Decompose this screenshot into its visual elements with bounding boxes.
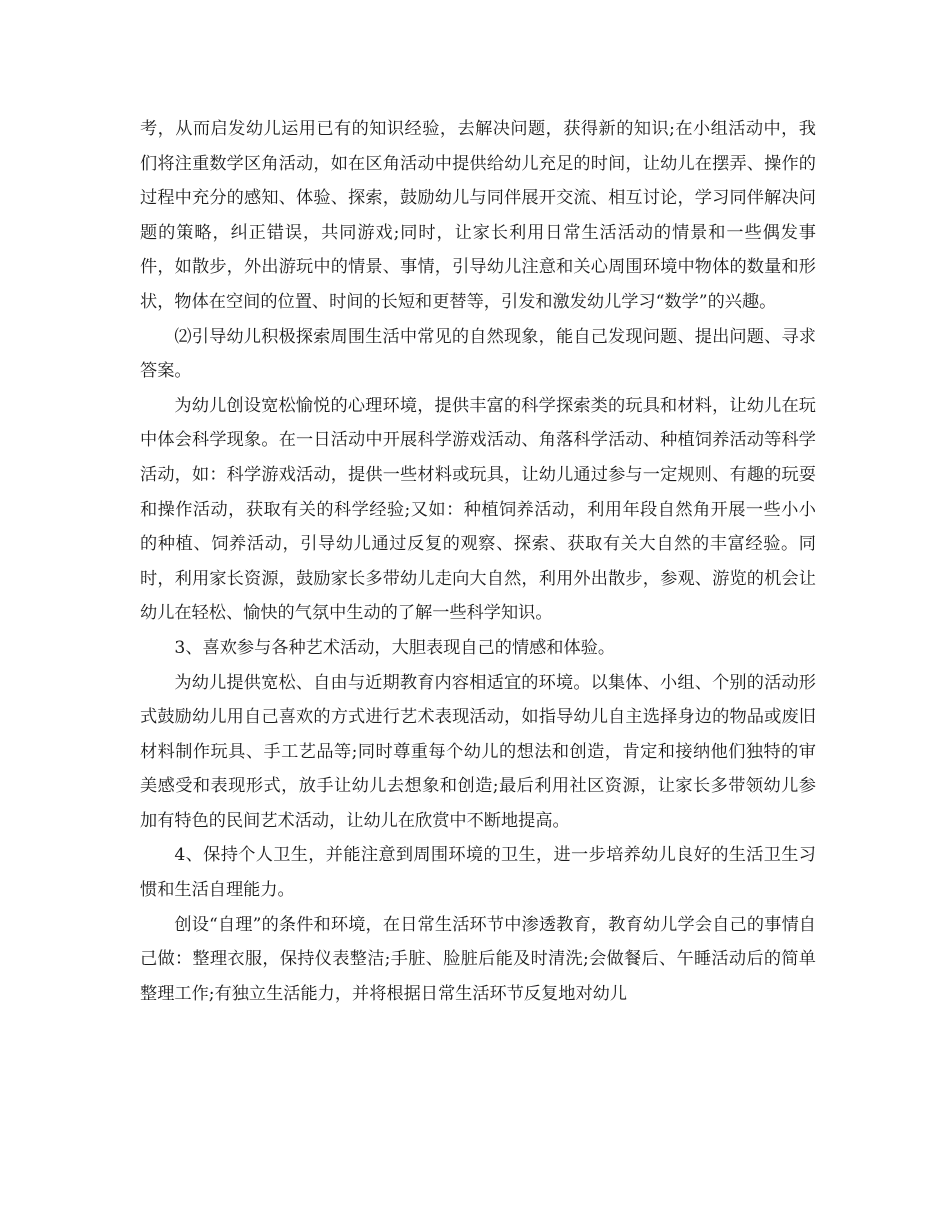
paragraph-math-activities: 考，从而启发幼儿运用已有的知识经验，去解决问题，获得新的知识;在小组活动中，我们将注重数学区角活动，如在区角活动中提供给幼儿充足的时间，让幼儿在摆弄、操作的过程中充分的感知、体验、探索，鼓励幼儿与同伴展开交流、相互讨论，学习同伴解决问题的策略，纠正错误，共同游戏;同时，让家长利用日常生活活动的情景和一些偶发事件，如散步，外出游玩中的情景、事情，引导幼儿注意和关心周围环境中物体的数量和形状，物体在空间的位置、时间的长短和更替等，引发和激发幼儿学习“数学”的兴趣。 xyxy=(140,119,816,312)
paragraph-self-care: 创设“自理”的条件和环境，在日常生活环节中渗透教育，教育幼儿学会自己的事情自己做：整理衣服，保持仪表整洁;手脏、脸脏后能及时清洗;会做餐后、午睡活动后的简单整理工作;有独立生活能力，并将根据日常生活环节反复地对幼儿 xyxy=(140,914,816,1004)
paragraph-art-environment: 为幼儿提供宽松、自由与近期教育内容相适宜的环境。以集体、小组、个别的活动形式鼓励幼儿用自己喜欢的方式进行艺术表现活动，如指导幼儿自主选择身边的物品或废旧材料制作玩具、手工艺品等;同时尊重每个幼儿的想法和创造，肯定和接纳他们独特的审美感受和表现形式，放手让幼儿去想象和创造;最后利用社区资源，让家长多带领幼儿参加有特色的民间艺术活动，让幼儿在欣赏中不断地提高。 xyxy=(140,672,816,831)
paragraph-hygiene-goal: 4、保持个人卫生，并能注意到周围环境的卫生，进一步培养幼儿良好的生活卫生习惯和生活自理能力。 xyxy=(140,845,816,901)
paragraph-science-environment: 为幼儿创设宽松愉悦的心理环境，提供丰富的科学探索类的玩具和材料，让幼儿在玩中体会科学现象。在一日活动中开展科学游戏活动、角落科学活动、种植饲养活动等科学活动，如：科学游戏活动，提供一些材料或玩具，让幼儿通过参与一定规则、有趣的玩耍和操作活动，获取有关的科学经验;又如：种植饲养活动，利用年段自然角开展一些小小的种植、饲养活动，引导幼儿通过反复的观察、探索、获取有关大自然的丰富经验。同时，利用家长资源，鼓励家长多带幼儿走向大自然，利用外出散步，参观、游览的机会让幼儿在轻松、愉快的气氛中生动的了解一些科学知识。 xyxy=(140,395,816,624)
paragraph-nature-goal: ⑵引导幼儿积极探索周围生活中常见的自然现象，能自己发现问题、提出问题、寻求答案。 xyxy=(140,326,816,382)
paragraph-art-goal: 3、喜欢参与各种艺术活动，大胆表现自己的情感和体验。 xyxy=(174,637,616,658)
document-body xyxy=(140,112,816,1011)
